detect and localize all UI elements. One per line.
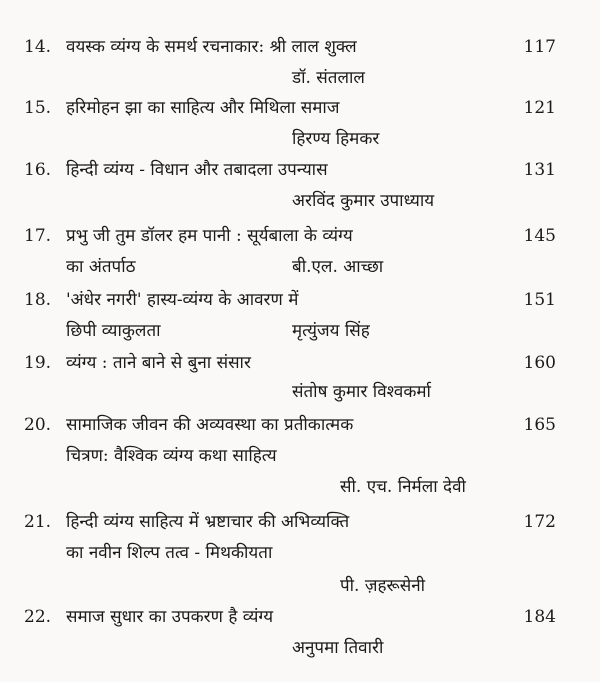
entry-number: 19.: [24, 353, 52, 373]
entry-page-number: 172: [523, 512, 556, 532]
entry-author: बी.एल. आच्छा: [292, 257, 384, 277]
entry-title-line-2: छिपी व्याकुलता: [66, 321, 161, 341]
entry-author: अरविंद कुमार उपाध्याय: [292, 191, 435, 211]
entry-number: 16.: [24, 160, 52, 180]
entry-author: हिरण्य हिमकर: [292, 129, 380, 149]
entry-author: मृत्युंजय सिंह: [292, 321, 370, 341]
entry-title-line-1: हरिमोहन झा का साहित्य और मिथिला समाज: [66, 98, 340, 118]
entry-title-line-1: प्रभु जी तुम डॉलर हम पानी : सूर्यबाला के व्यंग्य: [66, 226, 353, 246]
entry-page-number: 121: [523, 98, 556, 118]
entry-title-line-1: हिन्दी व्यंग्य - विधान और तबादला उपन्यास: [66, 160, 328, 180]
entry-page-number: 184: [523, 607, 556, 627]
entry-author: अनुपमा तिवारी: [292, 638, 384, 658]
entry-title-line-2: का अंतर्पाठ: [66, 257, 136, 277]
entry-title-line-1: सामाजिक जीवन की अव्यवस्था का प्रतीकात्मक: [66, 415, 354, 435]
entry-page-number: 131: [523, 160, 556, 180]
entry-title-line-1: व्यंग्य : ताने बाने से बुना संसार: [66, 353, 251, 373]
entry-page-number: 165: [523, 415, 556, 435]
entry-author: पी. ज़हरूसेनी: [340, 576, 426, 596]
entry-title-line-1: समाज सुधार का उपकरण है व्यंग्य: [66, 607, 274, 627]
entry-number: 21.: [24, 512, 52, 532]
entry-number: 14.: [24, 37, 52, 57]
entry-number: 17.: [24, 226, 52, 246]
entry-page-number: 160: [523, 353, 556, 373]
entry-author: डॉ. संतलाल: [292, 68, 365, 88]
entry-title-line-1: 'अंधेर नगरी' हास्य-व्यंग्य के आवरण में: [66, 290, 299, 310]
entry-number: 20.: [24, 415, 52, 435]
entry-number: 18.: [24, 290, 52, 310]
entry-title-line-1: वयस्क व्यंग्य के समर्थ रचनाकार: श्री लाल शुक्ल: [66, 37, 357, 57]
entry-page-number: 151: [523, 290, 556, 310]
entry-title-line-1: हिन्दी व्यंग्य साहित्य में भ्रष्टाचार की अभिव्यक्ति: [66, 512, 350, 532]
entry-page-number: 145: [523, 226, 556, 246]
entry-author: संतोष कुमार विश्वकर्मा: [292, 382, 431, 402]
entry-title-line-2: चित्रण: वैश्विक व्यंग्य कथा साहित्य: [66, 446, 277, 466]
entry-page-number: 117: [523, 37, 556, 57]
entry-title-line-2: का नवीन शिल्प तत्व - मिथकीयता: [66, 543, 273, 563]
entry-number: 22.: [24, 607, 52, 627]
entry-author: सी. एच. निर्मला देवी: [340, 477, 466, 497]
entry-number: 15.: [24, 98, 52, 118]
